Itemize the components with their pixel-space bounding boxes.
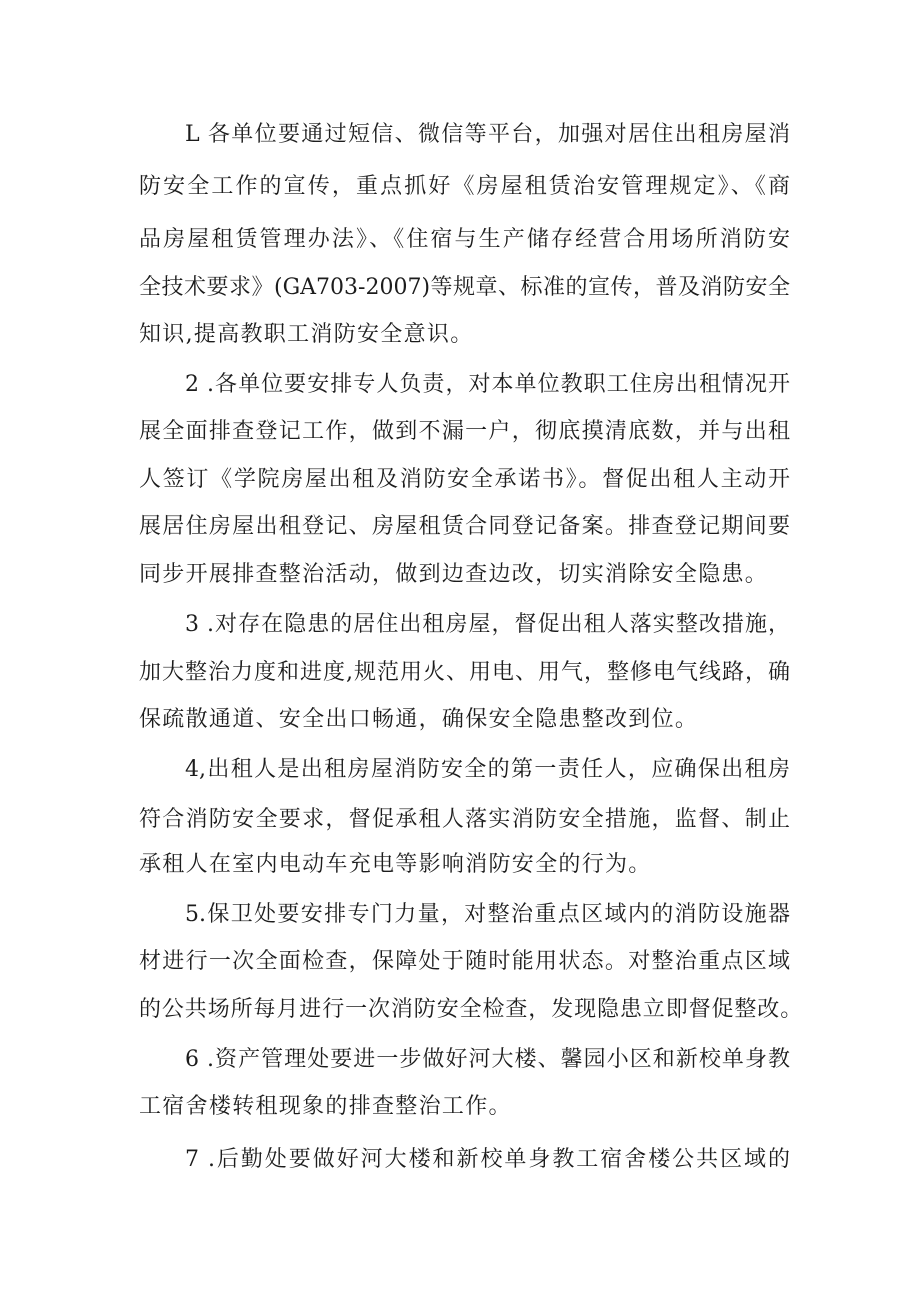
text-line: 承租人在室内电动车充电等影响消防安全的行为。 [139,852,652,877]
text-line: 保疏散通道、安全出口畅通，确保安全隐患整改到位。 [139,707,699,732]
text-line: 品房屋租赁管理办法》、《住宿与生产储存经营合用场所消防安 [139,227,790,252]
text-line: 全技术要求》(GA703-2007)等规章、标准的宣传，普及消防安全 [139,275,790,300]
text-line: 加大整治力度和进度,规范用火、用电、用气，整修电气线路，确 [139,660,790,685]
text-line: 符合消防安全要求，督促承租人落实消防安全措施，监督、制止 [139,807,790,832]
text-line: 6 .资产管理处要进一步做好河大楼、馨园小区和新校单身教 [185,1047,790,1072]
text-line: 5.保卫处要安排专门力量，对整治重点区域内的消防设施器 [185,902,790,927]
text-line: 4,出租人是出租房屋消防安全的第一责任人，应确保出租房 [185,757,790,782]
text-line: 2 .各单位要安排专人负责，对本单位教职工住房出租情况开 [185,372,790,397]
text-line: 7 .后勤处要做好河大楼和新校单身教工宿舍楼公共区域的 [185,1147,790,1172]
text-line: 知识,提高教职工消防安全意识。 [139,322,474,347]
text-line: 防安全工作的宣传，重点抓好《房屋租赁治安管理规定》、《商 [139,174,790,199]
text-line: 工宿舍楼转租现象的排查整治工作。 [139,1094,512,1119]
text-line: 的公共场所每月进行一次消防安全检查，发现隐患立即督促整改。 [139,997,804,1022]
text-line: L 各单位要通过短信、微信等平台，加强对居住出租房屋消 [185,122,790,147]
text-line: 展居住房屋出租登记、房屋租赁合同登记备案。排查登记期间要 [139,514,790,539]
text-line: 展全面排查登记工作，做到不漏一户，彻底摸清底数，并与出租 [139,419,790,444]
text-line: 人签订《学院房屋出租及消防安全承诺书》。督促出租人主动开 [139,467,790,492]
text-line: 3 .对存在隐患的居住出租房屋，督促出租人落实整改措施， [185,612,790,637]
text-line: 同步开展排查整治活动，做到边查边改，切实消除安全隐患。 [139,562,769,587]
text-line: 材进行一次全面检查，保障处于随时能用状态。对整治重点区域 [139,949,790,974]
